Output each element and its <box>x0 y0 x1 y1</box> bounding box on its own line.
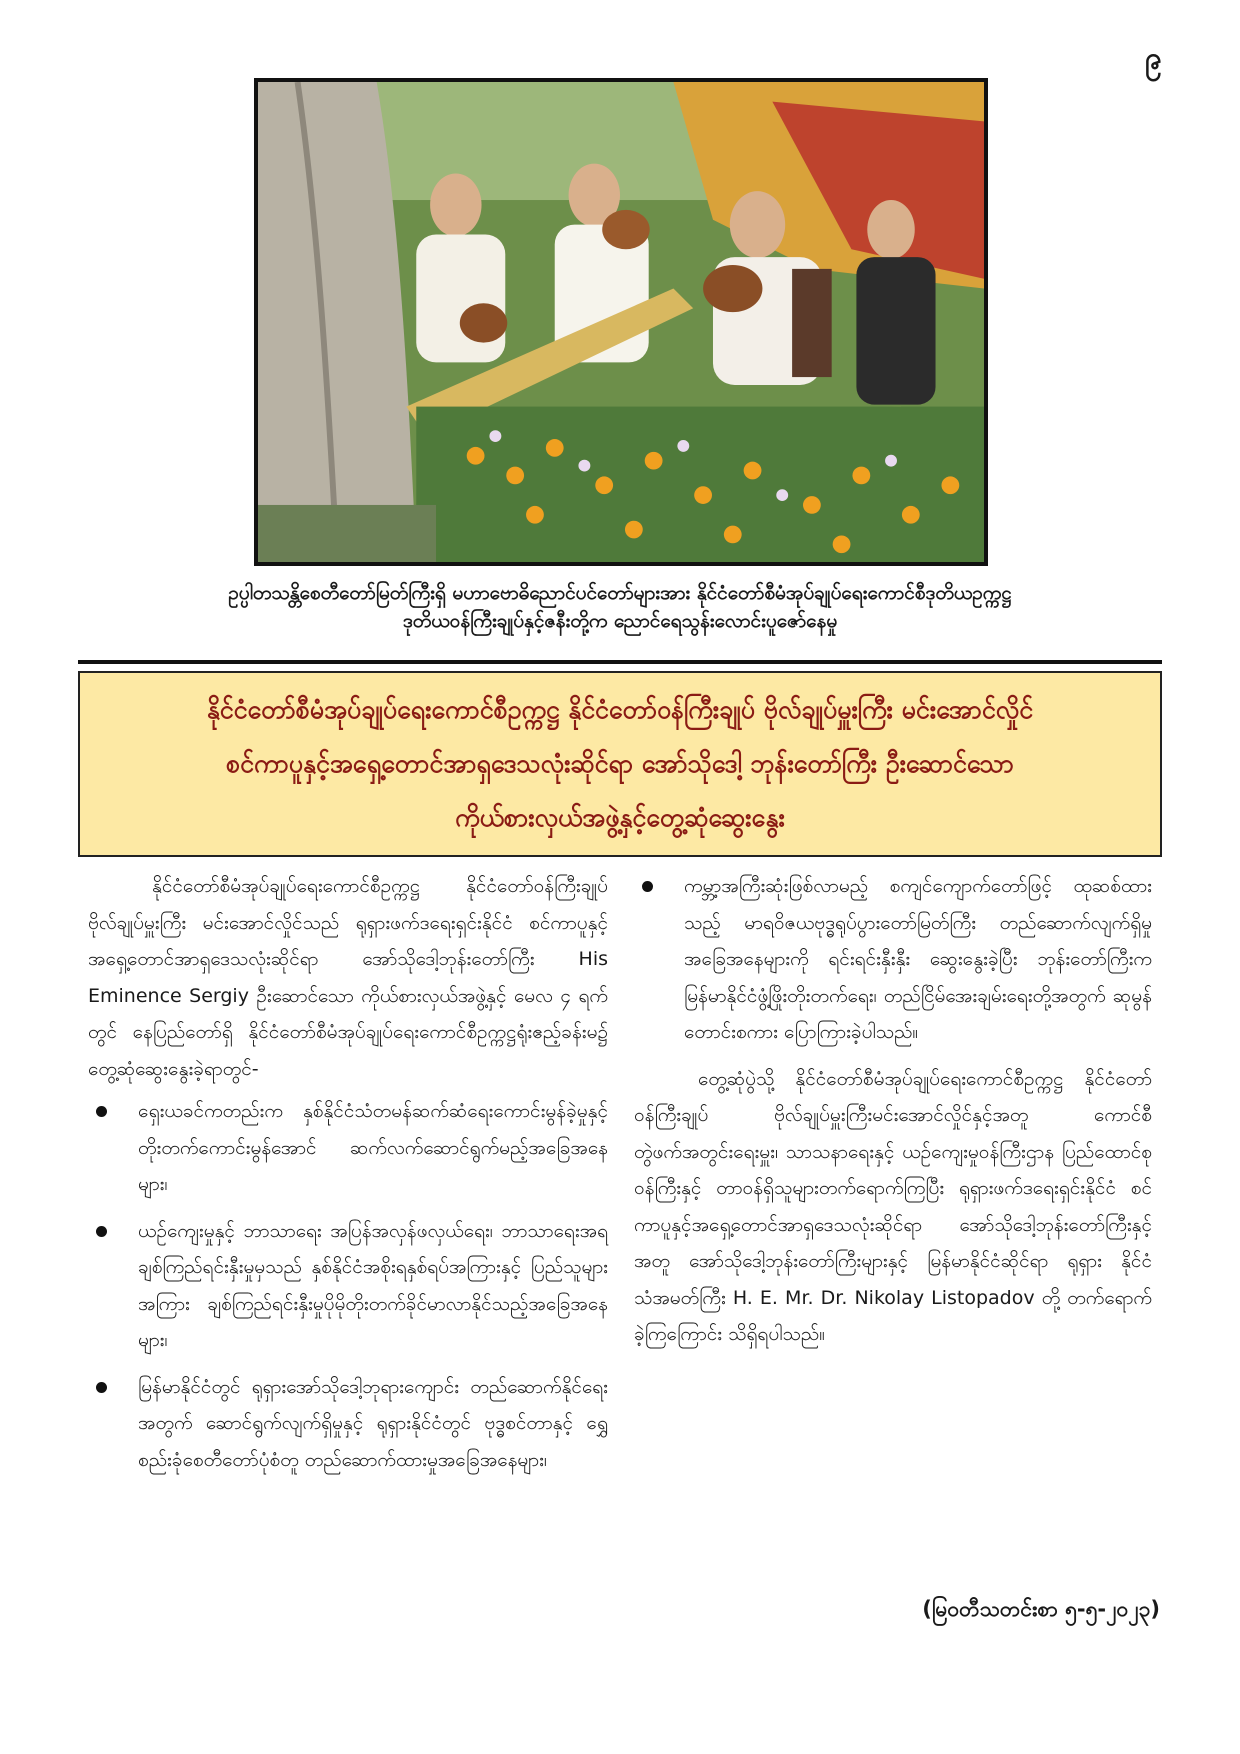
headline-line-2: စင်ကာပူနှင့်အရှေ့တောင်အာရှဒေသလုံးဆိုင်ရာ အော်သိုဒေါ့ ဘုန်းတော်ကြီး ဦးဆောင်သော <box>226 749 1014 778</box>
headline-line-1: နိုင်ငံတော်စီမံအုပ်ချုပ်ရေးကောင်စီဥက္ကဋ္ဌ နိုင်ငံတော်ဝန်ကြီးချုပ် ဗိုလ်ချုပ်မှူးကြီး မင်းအောင်လှိုင် <box>206 695 1034 724</box>
photo-caption-line-1: ဥပ္ပါတသန္တိစေတီတော်မြတ်ကြီးရှိ မဟာဗောဓိညောင်ပင်တော်များအား နိုင်ငံတော်စီမံအုပ်ချုပ်ရေးကောင်စီဒုတိယဥက္ကဋ္ဌ <box>228 582 1012 604</box>
bullet-text: ယဉ်ကျေးမှုနှင့် ဘာသာရေး အပြန်အလှန်ဖလှယ်ရေး၊ ဘာသာရေးအရချစ်ကြည်ရင်းနှီးမှုမှသည် နှစ်နိုင်ငံအစိုးရနှစ်ရပ်အကြားနှင့် ပြည်သူများအကြား ချစ်ကြည်ရင်းနှီးမှုပိုမိုတိုးတက်ခိုင်မာလာနိုင်သည့်အခြေအနေများ၊ <box>138 1219 608 1351</box>
bullet-icon <box>96 1106 107 1117</box>
headline-box <box>78 671 1162 857</box>
bullet-item <box>88 1213 608 1359</box>
right-column <box>634 868 1152 1353</box>
ceremony-photo-illustration <box>258 82 984 562</box>
closing-paragraph: တွေ့ဆုံပွဲသို့ နိုင်ငံတော်စီမံအုပ်ချုပ်ရေးကောင်စီဥက္ကဋ္ဌ နိုင်ငံတော်ဝန်ကြီးချုပ် ဗိုလ်ချုပ်မှူးကြီးမင်းအောင်လှိုင်နှင့်အတူ ကောင်စီတွဲဖက်အတွင်းရေးမှူး၊ သာသနာရေးနှင့် ယဉ်ကျေးမှုဝန်ကြီးဌာန ပြည်ထောင်စုဝန်ကြီးနှင့် တာဝန်ရှိသူများတက်ရောက်ကြပြီး ရုရှားဖက်ဒရေးရှင်းနိုင်ငံ စင်ကာပူနှင့်အရှေ့တောင်အာရှဒေသလုံးဆိုင်ရာ အော်သိုဒေါ့ဘုန်းတော်ကြီးနှင့်အတူ အော်သိုဒေါ့ဘုန်းတော်ကြီးများနှင့် မြန်မာနိုင်ငံဆိုင်ရာ ရုရှား နိုင်ငံသံအမတ်ကြီး H. E. Mr. Dr. Nikolay Listopadov တို့ တက်ရောက်ခဲ့ကြကြောင်း သိရှိရပါသည်။ <box>634 1067 1152 1345</box>
bullet-text: မြန်မာနိုင်ငံတွင် ရုရှားအော်သိုဒေါ့ဘုရားကျောင်း တည်ဆောက်နိုင်ရေးအတွက် ဆောင်ရွက်လျက်ရှိမှုနှင့် ရုရှားနိုင်ငံတွင် ဗုဒ္ဓစင်တာနှင့် ရွှေစည်းခုံစေတီတော်ပုံစံတူ တည်ဆောက်ထားမှုအခြေအနေများ၊ <box>138 1375 608 1471</box>
ceremony-photo <box>254 78 988 566</box>
bullet-text: ကမ္ဘာ့အကြီးဆုံးဖြစ်လာမည့် စကျင်ကျောက်တော်ဖြင့် ထုဆစ်ထားသည့် မာရဝိဇယဗုဒ္ဓရုပ်ပွားတော်မြတ်ကြီး တည်ဆောက်လျက်ရှိမှုအခြေအနေများကို ရင်းရင်းနှီးနှီး ဆွေးနွေးခဲ့ပြီး ဘုန်းတော်ကြီးက မြန်မာနိုင်ငံဖွံ့ဖြိုးတိုးတက်ရေး၊ တည်ငြိမ်အေးချမ်းရေးတို့အတွက် ဆုမွန်တောင်းစကား ပြောကြားခဲ့ပါသည်။ <box>684 875 1152 1043</box>
bullet-item <box>88 1093 608 1203</box>
intro-paragraph: နိုင်ငံတော်စီမံအုပ်ချုပ်ရေးကောင်စီဥက္ကဋ္ဌ နိုင်ငံတော်ဝန်ကြီးချုပ် ဗိုလ်ချုပ်မှူးကြီး မင်းအောင်လှိုင်သည် ရုရှားဖက်ဒရေးရှင်းနိုင်ငံ စင်ကာပူနှင့်အရှေ့တောင်အာရှဒေသလုံးဆိုင်ရာ အော်သိုဒေါ့ဘုန်းတော်ကြီး His Eminence Sergiy ဦးဆောင်သော ကိုယ်စားလှယ်အဖွဲ့နှင့် မေလ ၄ ရက်တွင် နေပြည်တော်ရှိ နိုင်ငံတော်စီမံအုပ်ချုပ်ရေးကောင်စီဥက္ကဋ္ဌရုံးဧည့်ခန်းမ၌ တွေ့ဆုံဆွေးနွေးခဲ့ရာတွင်- <box>88 875 608 1080</box>
page-number: ၉ <box>1145 41 1162 76</box>
bullet-icon <box>96 1382 107 1393</box>
photo-caption-line-2: ဒုတိယဝန်ကြီးချုပ်နှင့်ဇနီးတို့က ညောင်ရေသွန်းလောင်းပူဇော်နေမှု <box>402 610 838 632</box>
bullet-icon <box>642 881 653 892</box>
section-divider <box>78 660 1162 664</box>
bullet-text: ရှေးယခင်ကတည်းက နှစ်နိုင်ငံသံတမန်ဆက်ဆံရေးကောင်းမွန်ခဲ့မှုနှင့် တိုးတက်ကောင်းမွန်အောင် ဆက်လက်ဆောင်ရွက်မည့်အခြေအနေများ၊ <box>138 1100 608 1195</box>
headline-line-3: ကိုယ်စားလှယ်အဖွဲ့နှင့်တွေ့ဆုံဆွေးနွေး <box>455 803 785 832</box>
left-column <box>88 868 608 1488</box>
bullet-item <box>634 868 1152 1051</box>
source-citation: (မြဝတီသတင်းစာ ၅-၅-၂၀၂၃) <box>922 1597 1160 1621</box>
bullet-icon <box>96 1226 107 1237</box>
bullet-item <box>88 1369 608 1479</box>
